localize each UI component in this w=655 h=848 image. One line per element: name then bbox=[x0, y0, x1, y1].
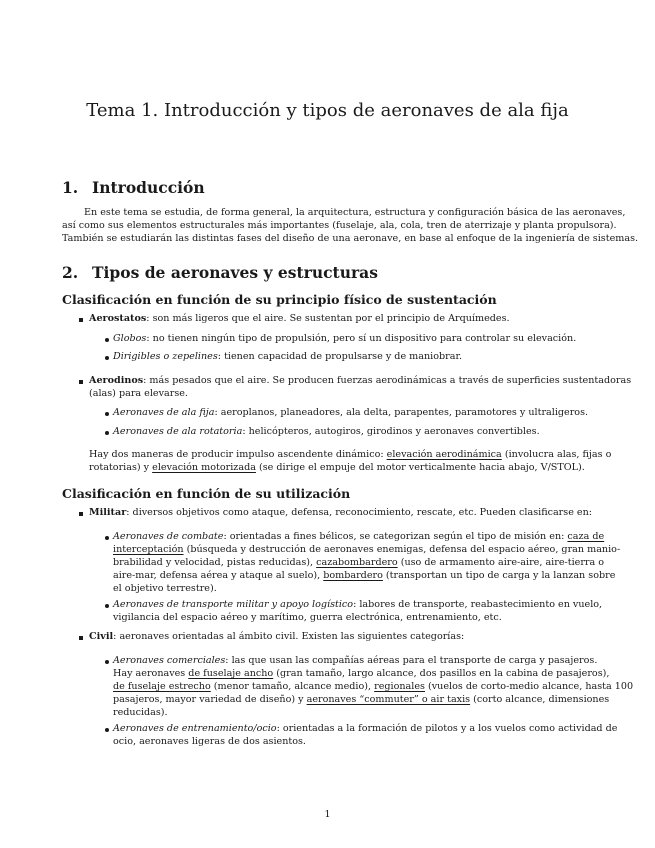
item-text: (búsqueda y destrucción de aeronaves enemigas, defensa del espacio aéreo, gran manio- bbox=[183, 543, 621, 555]
list-bullet bbox=[105, 536, 109, 540]
term-interceptacion: interceptación bbox=[113, 543, 184, 555]
item-text: (menor tamaño, alcance medio), bbox=[210, 680, 375, 692]
list-item-aerostatos bbox=[89, 313, 594, 326]
item-text: (gran tamaño, largo alcance, dos pasillos en la cabina de pasajeros), bbox=[273, 667, 610, 679]
term-aerodinos: Aerodinos bbox=[89, 375, 144, 386]
term-commuter: aeronaves “commuter” o air taxis bbox=[306, 693, 471, 705]
term-elevacion-motorizada: elevación motorizada bbox=[152, 461, 256, 473]
intro-line: así como sus elementos estructurales más importantes (fuselaje, ala, cola, tren de aterrizaje y planta propulsora). bbox=[62, 219, 617, 231]
item-text: : helicópteros, autogiros, girodinos y aeronaves convertibles. bbox=[242, 426, 540, 437]
item-text: (corto alcance, dimensiones bbox=[470, 693, 610, 705]
list-bullet bbox=[79, 636, 83, 640]
list-bullet bbox=[79, 318, 83, 322]
term-ala-rotatoria: Aeronaves de ala rotatoria bbox=[113, 426, 243, 437]
term-aerostatos: Aerostatos bbox=[89, 313, 147, 324]
item-text: vigilancia del espacio aéreo y marítimo, guerra electrónica, entrenamiento, etc. bbox=[113, 611, 502, 623]
item-text: reducidas). bbox=[113, 706, 168, 718]
list-item-aerodinos bbox=[89, 375, 632, 401]
list-item-dirigibles bbox=[113, 351, 594, 364]
list-item-ala-fija bbox=[113, 407, 594, 420]
section-title: Introducción bbox=[92, 178, 205, 197]
term-civil: Civil bbox=[89, 631, 114, 642]
item-text: : orientadas a la formación de pilotos y a los vuelos como actividad de bbox=[276, 723, 618, 734]
term-entrenamiento: Aeronaves de entrenamiento/ocio bbox=[113, 723, 277, 734]
item-text: (transportan un tipo de carga y la lanzan sobre bbox=[382, 569, 616, 581]
list-item-civil bbox=[89, 631, 594, 644]
item-text: : no tienen ningún tipo de propulsión, pero sí un dispositivo para controlar su elevación. bbox=[146, 333, 577, 344]
list-item-globos bbox=[113, 333, 594, 346]
term-bombardero: bombardero bbox=[323, 569, 383, 581]
item-text: Hay aeronaves bbox=[113, 667, 189, 679]
item-text: : más pesados que el aire. Se producen fuerzas aerodinámicas a través de superficies sustentadoras bbox=[143, 375, 632, 386]
note-text: Hay dos maneras de producir impulso ascendente dinámico: bbox=[89, 449, 387, 460]
intro-line: En este tema se estudia, de forma general, la arquitectura, estructura y configuración básica de las aeronaves, bbox=[84, 207, 626, 218]
subsection-heading-sustentacion: Clasificación en función de su principio físico de sustentación bbox=[62, 292, 497, 307]
list-bullet bbox=[79, 512, 83, 516]
item-text: : labores de transporte, reabastecimiento en vuelo, bbox=[353, 599, 603, 610]
term-elevacion-aerodinamica: elevación aerodinámica bbox=[386, 449, 502, 460]
term-dirigibles: Dirigibles o zepelines bbox=[113, 351, 218, 362]
item-text: : orientadas a fines bélicos, se categorizan según el tipo de misión en: bbox=[223, 531, 568, 542]
term-fuselaje-estrecho: de fuselaje estrecho bbox=[113, 680, 211, 692]
list-item-entrenamiento bbox=[113, 723, 618, 749]
item-text: (vuelos de corto-medio alcance, hasta 100 bbox=[424, 680, 634, 692]
list-bullet bbox=[105, 356, 109, 360]
aerodinos-note-paragraph bbox=[89, 449, 612, 475]
section-number: 1. bbox=[62, 178, 79, 197]
intro-line: También se estudiarán las distintas fases del diseño de una aeronave, en base al enfoque de la ingeniería de sistemas. bbox=[62, 232, 639, 244]
page-number: 1 bbox=[324, 809, 331, 820]
note-text: (involucra alas, fijas o bbox=[501, 449, 612, 460]
note-text: (se dirige el empuje del motor verticalmente hacia abajo, V/STOL). bbox=[255, 461, 585, 473]
item-text: : tienen capacidad de propulsarse y de maniobrar. bbox=[217, 351, 463, 362]
note-text: rotatorias) y bbox=[89, 461, 153, 473]
item-text: (alas) para elevarse. bbox=[89, 387, 188, 399]
item-text: : aeronaves orientadas al ámbito civil. Existen las siguientes categorías: bbox=[113, 631, 465, 642]
list-item-militar bbox=[89, 507, 594, 520]
section-heading-tipos bbox=[62, 263, 378, 283]
item-text: pasajeros, mayor variedad de diseño) y bbox=[113, 693, 307, 705]
list-item-comerciales bbox=[113, 655, 634, 720]
item-text: (uso de armamento aire-aire, aire-tierra o bbox=[397, 556, 605, 568]
item-text: brabilidad y velocidad, pistas reducidas), bbox=[113, 556, 317, 568]
item-text: el objetivo terrestre). bbox=[113, 582, 217, 594]
list-bullet bbox=[105, 338, 109, 342]
item-text: : son más ligeros que el aire. Se sustentan por el principio de Arquímedes. bbox=[146, 313, 510, 324]
term-regionales: regionales bbox=[374, 680, 425, 692]
section-number: 2. bbox=[62, 263, 79, 282]
item-text: : aeroplanos, planeadores, ala delta, parapentes, paramotores y ultraligeros. bbox=[214, 407, 589, 418]
section-heading-introduccion bbox=[62, 178, 205, 198]
item-text: : diversos objetivos como ataque, defensa, reconocimiento, rescate, etc. Pueden clasificarse en: bbox=[126, 507, 593, 518]
term-cazabombardero: cazabombardero bbox=[316, 556, 398, 568]
list-bullet bbox=[105, 412, 109, 416]
list-bullet bbox=[79, 380, 83, 384]
list-bullet bbox=[105, 431, 109, 435]
list-bullet bbox=[105, 660, 109, 664]
term-militar: Militar bbox=[89, 507, 127, 518]
intro-paragraph bbox=[62, 207, 639, 246]
subsection-heading-utilizacion: Clasificación en función de su utilización bbox=[62, 486, 351, 501]
item-text: : las que usan las compañías aéreas para el transporte de carga y pasajeros. bbox=[225, 655, 598, 666]
item-text: ocio, aeronaves ligeras de dos asientos. bbox=[113, 735, 306, 747]
list-bullet bbox=[105, 728, 109, 732]
list-item-ala-rotatoria bbox=[113, 426, 594, 439]
list-item-combate bbox=[113, 531, 621, 596]
document-title: Tema 1. Introducción y tipos de aeronaves de ala fija bbox=[86, 100, 569, 121]
list-item-transporte-militar bbox=[113, 599, 603, 625]
list-bullet bbox=[105, 604, 109, 608]
item-text: aire-mar, defensa aérea y ataque al suelo), bbox=[113, 569, 324, 581]
term-caza: caza de bbox=[567, 531, 605, 542]
term-fuselaje-ancho: de fuselaje ancho bbox=[188, 667, 274, 679]
term-ala-fija: Aeronaves de ala fija bbox=[113, 407, 215, 418]
term-globos: Globos bbox=[113, 333, 147, 344]
term-transporte-militar: Aeronaves de transporte militar y apoyo logístico bbox=[113, 599, 354, 610]
term-comerciales: Aeronaves comerciales bbox=[113, 655, 226, 666]
section-title: Tipos de aeronaves y estructuras bbox=[92, 263, 378, 282]
term-combate: Aeronaves de combate bbox=[113, 531, 224, 542]
